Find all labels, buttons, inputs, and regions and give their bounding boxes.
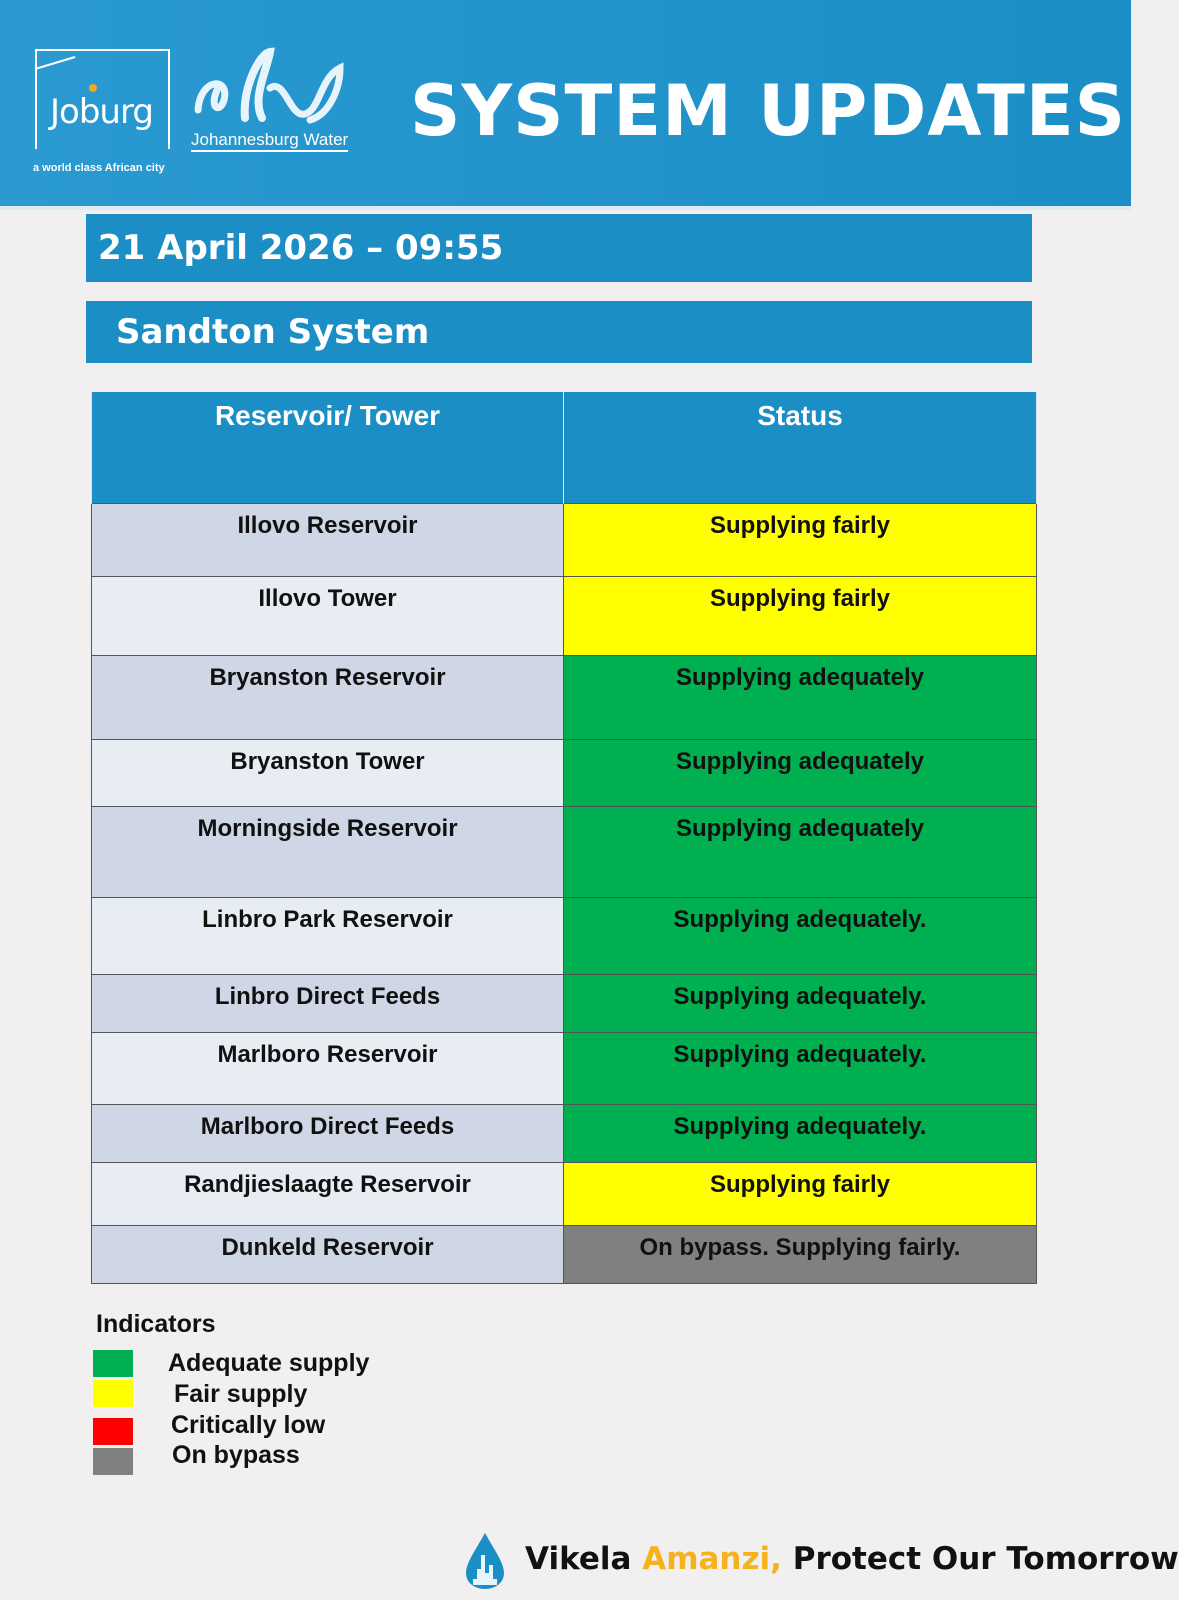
table-row	[92, 739, 1037, 806]
johannesburg-water-logo-icon	[190, 48, 360, 128]
reservoir-name-cell: Randjieslaagte Reservoir	[92, 1162, 564, 1225]
table-row	[92, 1104, 1037, 1162]
header-divider	[0, 206, 1131, 210]
water-drop-city-icon	[463, 1531, 507, 1591]
page-title: SYSTEM UPDATES	[410, 70, 1127, 152]
reservoir-name-cell: Morningside Reservoir	[92, 806, 564, 897]
column-header-reservoir: Reservoir/ Tower	[92, 392, 564, 503]
slogan-part-2: Protect Our Tomorrow	[781, 1541, 1179, 1577]
legend-swatch-critical	[93, 1418, 133, 1445]
reservoir-name-cell: Marlboro Reservoir	[92, 1032, 564, 1104]
status-cell: Supplying fairly	[564, 1162, 1037, 1225]
joburg-tagline: a world class African city	[33, 162, 165, 174]
legend-swatch-adequate	[93, 1350, 133, 1377]
johannesburg-water-name: Johannesburg Water	[191, 130, 348, 152]
status-cell: Supplying fairly	[564, 576, 1037, 655]
reservoir-name-cell: Bryanston Reservoir	[92, 655, 564, 739]
status-cell: Supplying adequately.	[564, 1032, 1037, 1104]
legend-swatch-fair	[93, 1380, 133, 1407]
reservoir-name-cell: Illovo Tower	[92, 576, 564, 655]
status-cell: On bypass. Supplying fairly.	[564, 1225, 1037, 1283]
status-cell: Supplying adequately	[564, 739, 1037, 806]
slogan-accent: Amanzi,	[642, 1541, 782, 1577]
footer-slogan	[525, 1541, 1179, 1577]
status-cell: Supplying adequately.	[564, 897, 1037, 974]
reservoir-name-cell: Linbro Park Reservoir	[92, 897, 564, 974]
joburg-logo: Joburg	[50, 92, 153, 132]
legend-swatch-bypass	[93, 1448, 133, 1475]
table-row	[92, 576, 1037, 655]
reservoir-name-cell: Marlboro Direct Feeds	[92, 1104, 564, 1162]
indicators-title: Indicators	[96, 1310, 216, 1338]
slogan-part-1: Vikela	[525, 1541, 643, 1577]
table-row	[92, 974, 1037, 1032]
legend-label-critical: Critically low	[171, 1411, 326, 1439]
table-row	[92, 1225, 1037, 1283]
reservoir-name-cell: Dunkeld Reservoir	[92, 1225, 564, 1283]
reservoir-status-table	[91, 392, 1037, 1284]
legend-label-fair: Fair supply	[174, 1380, 308, 1408]
legend-label-adequate: Adequate supply	[168, 1349, 370, 1377]
status-cell: Supplying adequately	[564, 655, 1037, 739]
table-row	[92, 655, 1037, 739]
status-cell: Supplying fairly	[564, 503, 1037, 576]
legend-label-bypass: On bypass	[172, 1441, 300, 1469]
status-cell: Supplying adequately.	[564, 974, 1037, 1032]
header-banner	[0, 0, 1131, 210]
status-cell: Supplying adequately	[564, 806, 1037, 897]
table-row	[92, 806, 1037, 897]
date-time-banner: 21 April 2026 – 09:55	[86, 214, 1032, 282]
table-header-row	[92, 392, 1037, 503]
status-cell: Supplying adequately.	[564, 1104, 1037, 1162]
table-row	[92, 1162, 1037, 1225]
reservoir-name-cell: Bryanston Tower	[92, 739, 564, 806]
table-row	[92, 503, 1037, 576]
system-name-banner: Sandton System	[86, 301, 1032, 363]
column-header-status: Status	[564, 392, 1037, 503]
table-row	[92, 897, 1037, 974]
table-row	[92, 1032, 1037, 1104]
reservoir-name-cell: Illovo Reservoir	[92, 503, 564, 576]
reservoir-name-cell: Linbro Direct Feeds	[92, 974, 564, 1032]
joburg-logo-dot	[89, 84, 97, 92]
